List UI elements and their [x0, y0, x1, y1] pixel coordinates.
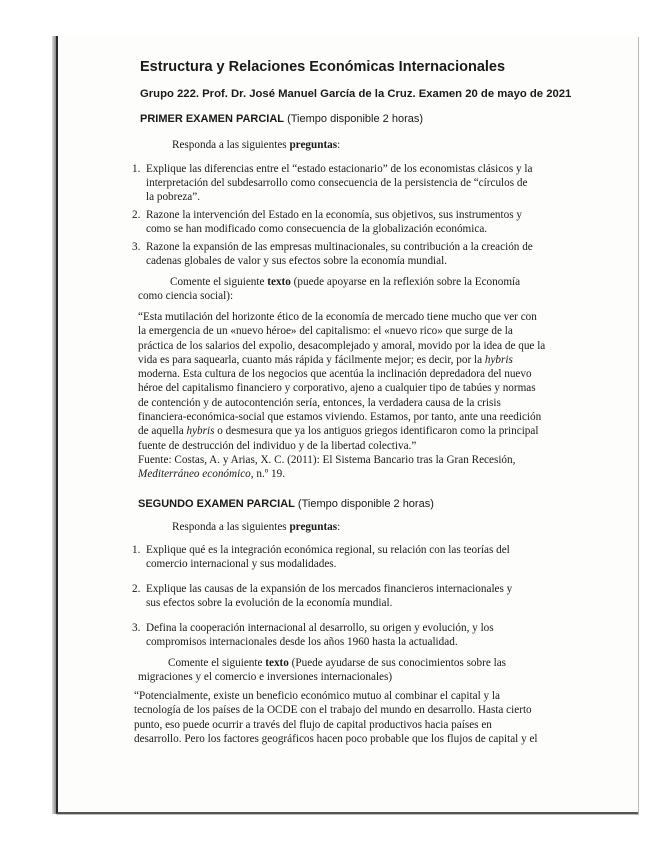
- first-exam-comment-instruction: Comente el siguiente texto (puede apoyarse en la reflexión sobre la Economía: [170, 276, 521, 288]
- first-exam-quote: “Esta mutilación del horizonte ético de la economía de mercado tiene mucho que ver con la emergencia de un «nuevo héroe» del capitalismo: el «nuevo rico» que surge de la práctica de los salarios del expolio, desacomplejado y amoral, movido por la idea de que la vida es para saquearla, cuanto más rápida y fácilmente mejor; es decir, por la hybris moderna. Esta cultura de los negocios que acentúa la inclinación depredadora del nuevo héroe del capitalismo financiero y corporativo, ajeno a cualquier tipo de tabúes y normas de contención y de autocontención sería, entonces, la verdadera causa de la crisis financiera-económica-social que estamos viviendo. Estamos, por tanto, ante una reedición de aquella hybris o desmesura que ya los antiguos griegos identificaron como la principal fuente de destrucción del individuo y de la libertad colectiva.” Fuente: Costas, A. y Arias, X. C. (2011): El Sistema Bancario tras la Gran Recesión, Mediterráneo económico, n.º 19.: [138, 311, 546, 481]
- second-exam-quote: “Potencialmente, existe un beneficio económico mutuo al combinar el capital y la tecnología de los países de la OCDE con el trabajo del mundo en desarrollo. Hasta cierto punto, eso puede ocurrir a través del flujo de capital productivos hacia países en desarrollo. Pero los factores geográficos hacen poco probable que los flujos de capital y el: [134, 690, 538, 745]
- first-exam-instruction: Responda a las siguientes preguntas:: [172, 139, 341, 151]
- second-exam-comment-instruction: Comente el siguiente texto (Puede ayudarse de sus conocimientos sobre las: [168, 657, 507, 669]
- document-title: Estructura y Relaciones Económicas Internacionales: [140, 59, 506, 75]
- first-exam-heading: PRIMER EXAMEN PARCIAL (Tiempo disponible 2 horas): [140, 113, 424, 125]
- second-exam-instruction: Responda a las siguientes preguntas:: [172, 521, 341, 533]
- first-exam-comment-instruction-cont: como ciencia social):: [138, 290, 234, 302]
- document-subtitle: Grupo 222. Prof. Dr. José Manuel García de la Cruz. Examen 20 de mayo de 2021: [140, 88, 572, 100]
- second-exam-comment-instruction-cont: migraciones y el comercio e inversiones internacionales): [138, 671, 393, 683]
- first-exam-source: Fuente: Costas, A. y Arias, X. C. (2011): El Sistema Bancario tras la Gran Recesión,: [138, 453, 516, 466]
- second-exam-heading: SEGUNDO EXAMEN PARCIAL (Tiempo disponible 2 horas): [138, 498, 434, 510]
